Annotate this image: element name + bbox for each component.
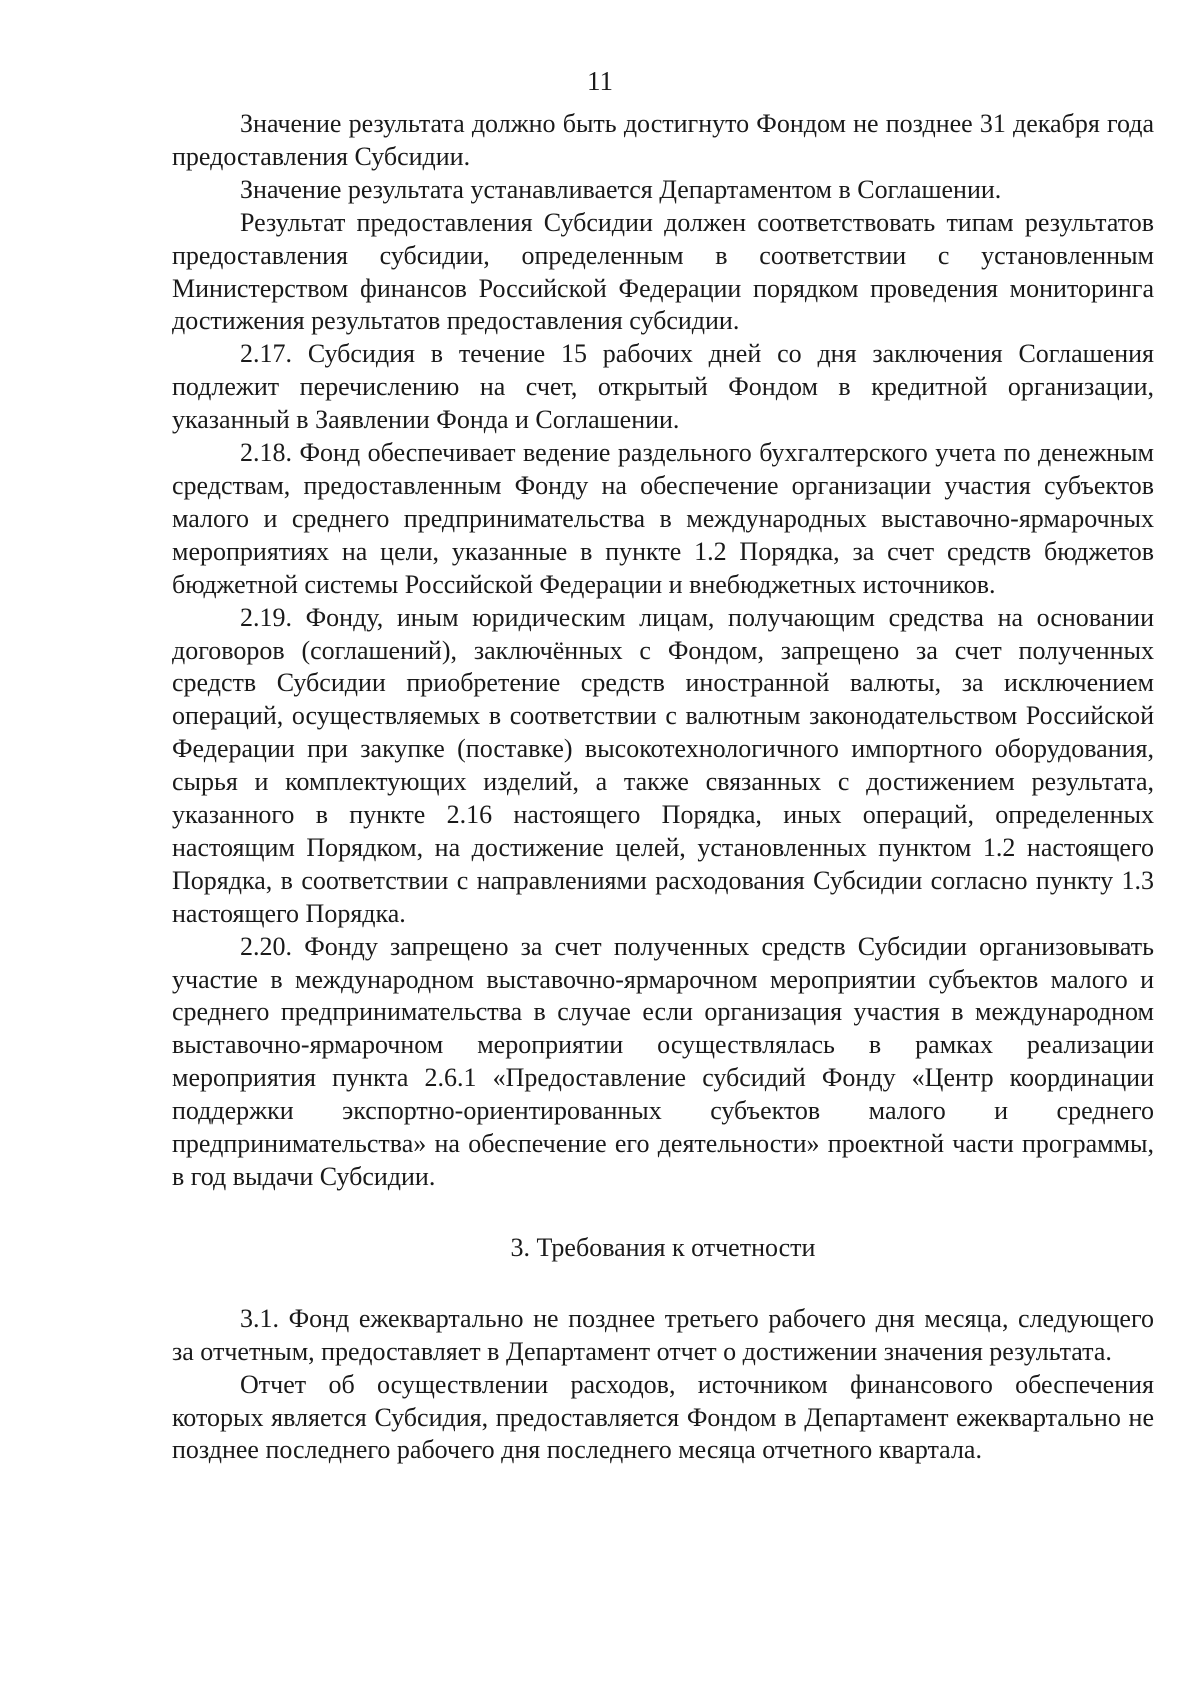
paragraph-3-1: 3.1. Фонд ежеквартально не позднее третьего рабочего дня месяца, следующего за отчетным, предоставляет в Департамент отчет о достижении значения результата. [172,1303,1154,1366]
paragraph-2-19: 2.19. Фонду, иным юридическим лицам, получающим средства на основании договоров (соглашений), заключённых с Фондом, запрещено за счет полученных средств Субсидии приобретение средств иностранной валюты, за исключением операций, осуществляемых в соответствии с валютным законодательством Российской Федерации при закупке (поставке) высокотехнологичного импортного оборудования, сырья и комплектующих изделий, а также связанных с достижением результата, указанного в пункте 2.16 настоящего Порядка, иных операций, определенных настоящим Порядком, на достижение целей, установленных пунктом 1.2 настоящего Порядка, в соответствии с направлениями расходования Субсидии согласно пункту 1.3 настоящего Порядка. [172,602,1154,928]
document-body [172,108,1154,1467]
paragraph-result-types: Результат предоставления Субсидии должен соответствовать типам результатов предоставления субсидии, определенным в соответствии с установленным Министерством финансов Российской Федерации порядком проведения мониторинга достижения результатов предоставления субсидии. [172,207,1154,336]
section-heading-reporting: 3. Требования к отчетности [510,1232,816,1262]
paragraph-2-18: 2.18. Фонд обеспечивает ведение раздельного бухгалтерского учета по денежным средствам, предоставленным Фонду на обеспечение организации участия субъектов малого и среднего предпринимательства в международных выставочно-ярмарочных мероприятиях на цели, указанные в пункте 1.2 Порядка, за счет средств бюджетов бюджетной системы Российской Федерации и внебюджетных источников. [172,438,1154,599]
paragraph-result-deadline: Значение результата должно быть достигнуто Фондом не позднее 31 декабря года предоставления Субсидии. [172,109,1154,171]
page-number: 11 [587,66,613,96]
paragraph-2-20: 2.20. Фонду запрещено за счет полученных средств Субсидии организовывать участие в международном выставочно-ярмарочном мероприятии субъектов малого и среднего предпринимательства в случае если организация участия в международном выставочно-ярмарочном мероприятии осуществлялась в рамках реализации мероприятия пункта 2.6.1 «Предоставление субсидий Фонду «Центр координации поддержки экспортно-ориентированных субъектов малого и среднего предпринимательства» на обеспечение его деятельности» проектной части программы, в год выдачи Субсидии. [172,931,1154,1191]
paragraph-expense-report: Отчет об осуществлении расходов, источником финансового обеспечения которых является Субсидия, предоставляется Фондом в Департамент ежеквартально не позднее последнего рабочего дня последнего месяца отчетного квартала. [172,1369,1154,1465]
paragraph-result-value: Значение результата устанавливается Департаментом в Соглашении. [240,174,1002,204]
paragraph-2-17: 2.17. Субсидия в течение 15 рабочих дней со дня заключения Соглашения подлежит перечислению на счет, открытый Фондом в кредитной организации, указанный в Заявлении Фонда и Соглашении. [172,339,1154,435]
